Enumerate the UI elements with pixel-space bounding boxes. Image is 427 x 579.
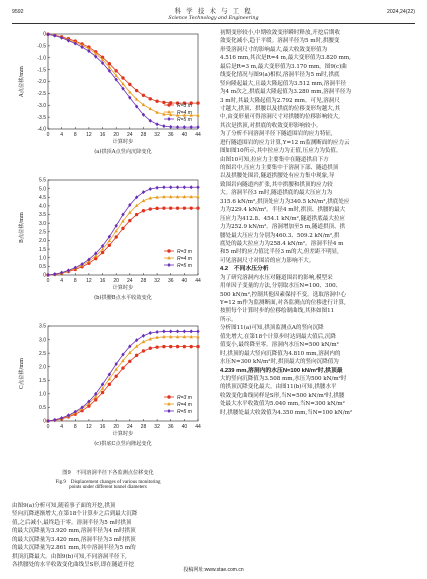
chart-b-xtick-label: 8	[73, 278, 77, 284]
chart-c-data-point	[128, 360, 131, 363]
chart-a-data-point	[155, 122, 158, 126]
chart-c-xtick-label: 24	[127, 424, 133, 430]
text-line: 按照每个计算时步的位移绘制曲线,其体如图11	[220, 308, 335, 315]
chart-c-ytick-label: 2.0	[39, 364, 46, 371]
chart-b-xtick-label: 36	[167, 278, 174, 284]
chart-a-ytick-label: -3.0	[37, 102, 46, 109]
chart-c-ytick-label: 3.0	[39, 337, 46, 344]
text-line: 的最大沉降量为2.861 mm,其中溶洞半径为5 m的	[12, 545, 136, 552]
text-line: 底处的最大拉应力为258.4 kN/m²。溶洞半径4 m	[220, 240, 344, 247]
journal-header	[0, 6, 427, 21]
chart-b-data-point	[149, 207, 152, 210]
chart-b-series-line-2	[48, 187, 198, 275]
text-line: 进行隧道围岩的应力计算,Y=12 m监测断面的应力云	[220, 139, 350, 146]
chart-c-data-point	[121, 366, 124, 369]
chart-a-ytick-label: -0.5	[37, 43, 46, 50]
text-line: 的拱顶沉降变化最大。由图11(b)可知,拱腰水平	[220, 384, 337, 391]
chart-b-data-point	[108, 244, 111, 247]
chart-a-data-point	[162, 124, 165, 128]
chart-c-data-point	[183, 329, 186, 333]
chart-b-ytick-label: 1.0	[39, 255, 46, 262]
chart-a-data-point	[189, 125, 192, 129]
chart-b-data-point	[196, 185, 199, 189]
chart-a-xtick-label: 32	[154, 132, 160, 138]
text-line: 的图岩中,压应力主要集中于溶洞下部、隧道拱顶	[220, 165, 339, 171]
chart-b-data-point	[176, 206, 179, 209]
chart-c-xtick-label: 12	[86, 424, 92, 430]
chart-b-data-point	[196, 206, 199, 209]
chart-c-data-point	[149, 347, 152, 350]
chart-c-series-line-0	[48, 347, 198, 421]
chart-c-data-point	[108, 383, 111, 386]
text-line: 值先增大,在第18个计算步时达到最大值后,沉降	[220, 333, 336, 340]
chart-b-ytick-label: 2.0	[39, 238, 46, 245]
chart-b-data-point	[183, 206, 186, 209]
text-line: 收敛变化曲线同样是S形,当N=500 kN/m²时,拱腰	[220, 392, 345, 399]
chart-c-data-point	[114, 375, 117, 378]
text-line: 分析图11(a)可知,拱顶监测点A的竖向沉降	[220, 325, 324, 332]
chart-a-legend-label: R=4 m	[177, 109, 192, 116]
chart-a-ytick-label: 0	[43, 31, 46, 38]
text-line: 竖向隆起最大,且最大隆起值为3.512 mm,溶洞半径	[220, 80, 346, 87]
chart-a-xtick-label: 36	[167, 132, 174, 138]
chart-c-ytick-label: 3.5	[39, 323, 46, 330]
chart-c-ytick-label: 1.0	[39, 391, 46, 398]
text-line: 中,由变形量可得溶洞尺寸对拱腰的位移影响较大,	[220, 114, 341, 121]
chart-a-ytick-label: -2.0	[37, 79, 46, 86]
chart-c-data-point	[135, 354, 138, 357]
chart-a-xtick-label: 40	[181, 132, 188, 138]
chart-b-ytick-label: 5.5	[39, 177, 46, 184]
chart-a-legend-marker	[167, 103, 170, 106]
text-line: 时,拱顶的最大竖向沉降值为4.810 mm,溶洞内的	[220, 350, 341, 357]
text-line: 所示。	[220, 316, 237, 323]
text-line: 水压N=300 kN/m²时,拱顶最大的竖向沉降值为	[220, 359, 339, 366]
text-line: 为了分析不同溶洞半径下隧道围岩的应力特征,	[220, 131, 333, 138]
chart-b-data-point	[169, 185, 172, 189]
text-line: 和5 m时的应力值比半径3 m的大,但差距不明显,	[220, 249, 339, 256]
chart-a-data-point	[108, 62, 111, 65]
chart-a-data-point	[196, 125, 199, 129]
chart-c-y-axis-label: C点位移/mm	[19, 357, 25, 390]
chart-b-series-line-0	[48, 208, 198, 275]
figure-caption-cn: 图9 不同溶洞半径下各监测点位移变化	[62, 470, 154, 476]
text-line: 用单因子变量的方法,分别取水压N=100、300、	[220, 283, 342, 290]
text-line: 压应力为412.8、454.1 kN/m²,隧道拱底最大拉应	[220, 215, 345, 222]
chart-c-legend-label: R=5 m	[177, 408, 192, 415]
text-line: 为了研究溶洞内水压对隧道围岩的影响,模型采	[220, 274, 333, 281]
chart-c-data-point	[176, 345, 179, 348]
chart-b-xtick-label: 32	[154, 278, 160, 284]
chart-b-subcaption: (b)拱腰B点水平收敛变化	[94, 295, 152, 301]
left-column-text	[12, 502, 210, 570]
text-line: 3 m时,其最大隆起值为2.792 mm。可见,溶洞尺	[220, 97, 340, 104]
chart-c-legend-label: R=3 m	[177, 394, 192, 401]
chart-a-data-point	[114, 69, 117, 72]
chart-c-x-axis-label: 计算时步	[112, 431, 134, 437]
chart-b-data-point	[142, 209, 145, 212]
chart-b-xtick-label: 20	[113, 278, 119, 284]
chart-c-plot-frame	[48, 326, 198, 421]
chart-b-xtick-label: 40	[181, 278, 188, 284]
chart-b-data-point	[149, 187, 152, 191]
chart-c-xtick-label: 0	[46, 424, 50, 430]
text-line: 初期变形较小,中期收敛变形瞬时释放,开挖后期收	[220, 30, 341, 36]
text-line: 拱顶沉降最大。由图9(b)可知,不同溶洞半径下,	[12, 553, 127, 560]
text-line: 的最大沉降量为3.920 mm,溶洞半径为4 m时拱顶	[12, 528, 136, 535]
figure-caption-en-line1: Fig.9 Displacement changes of various monitoring	[55, 480, 161, 485]
text-line: Y=12 m作为监测断面,对各监测点的位移进行计算,	[220, 300, 346, 306]
text-line: 敛变化减小,趋于平缓。溶洞半径为5 m时,拱腰变	[220, 38, 340, 45]
chart-b-ytick-label: 4.5	[39, 194, 46, 201]
chart-b-data-point	[101, 251, 104, 254]
chart-a-xtick-label: 4	[60, 132, 64, 138]
chart-c-data-point	[142, 349, 145, 352]
text-line: 时,拱腰处最大收敛值为4.350 mm,当N=100 kN/m²	[220, 409, 353, 416]
chart-b-data-point	[162, 185, 165, 189]
chart-c-data-point	[135, 344, 138, 347]
chart-a-legend-label: R=3 m	[177, 102, 192, 109]
chart-b-data-point	[169, 206, 172, 209]
chart-b-xtick-label: 24	[127, 278, 133, 284]
chart-b-ytick-label: 2.5	[39, 229, 46, 236]
chart-a-x-axis-label: 计算时步	[112, 139, 134, 145]
text-line: 4.516 mm,其次是R=4 m,最大变形值为3.820 mm,	[220, 55, 351, 62]
chart-c-xtick-label: 28	[140, 424, 147, 430]
text-line: 最后是R=3 m,最大变形值为3.170 mm。图9(c)曲	[220, 63, 347, 70]
chart-c-data-point	[155, 330, 158, 334]
chart-a-data-point	[162, 101, 165, 104]
text-line: 值变小,最终降至零。溶洞内水压N=500 kN/m²	[220, 342, 339, 349]
chart-c-xtick-label: 16	[99, 424, 106, 430]
chart-b-x-axis-label: 计算时步	[112, 285, 134, 291]
chart-c-data-point	[142, 334, 145, 338]
chart-b-xtick-label: 16	[99, 278, 106, 284]
chart-b-data-point	[162, 206, 165, 209]
chart-b-data-point	[135, 213, 138, 216]
chart-a-data-point	[135, 89, 138, 92]
chart-b-svg	[14, 172, 204, 306]
chart-b-data-point	[46, 273, 49, 277]
page-number: 9592	[12, 9, 24, 15]
footer-url: 投稿网址:www.stae.com.cn	[183, 567, 244, 573]
text-line: 大。溶洞半径3 m时,隧道拱底的最大压应力为	[220, 190, 333, 197]
chart-b-legend-marker	[167, 249, 170, 252]
chart-b-ytick-label: 3.0	[39, 220, 46, 227]
figure-caption-en-line2: points under different tunnel diameters	[69, 485, 147, 490]
chart-b-data-point	[189, 206, 192, 209]
chart-a-data-point	[183, 125, 186, 129]
chart-c-legend-marker	[167, 409, 170, 413]
chart-c-data-point	[155, 345, 158, 348]
chart-c-data-point	[189, 329, 192, 333]
chart-c-data-point	[196, 345, 199, 348]
text-line: 线变化情况与图9(a)相似,溶洞半径为5 m时,拱底	[220, 72, 340, 79]
chart-b-ytick-label: 3.5	[39, 212, 46, 219]
chart-b-data-point	[176, 185, 179, 189]
chart-a-series-line-2	[48, 34, 198, 127]
chart-c-ytick-label: 0	[43, 418, 46, 425]
text-line: 可见溶洞尺寸对围岩的应力影响不大。	[220, 257, 315, 264]
text-line: 力为252.9 kN/m²。溶洞增加至5 m,隧道拱顶、拱	[220, 224, 346, 231]
text-line: 各拱腰处的水平收敛变化曲线呈S形,即在隧道开挖	[12, 562, 135, 569]
chart-b-data-point	[189, 185, 192, 189]
journal-title-cn: 科 学 技 术 与 工 程	[174, 7, 253, 15]
chart-b-legend-label: R=3 m	[177, 248, 192, 255]
chart-c-data-point	[183, 345, 186, 348]
chart-b-legend-label: R=4 m	[177, 255, 192, 262]
chart-b-ytick-label: 1.5	[39, 246, 46, 253]
chart-c-series-line-1	[48, 337, 198, 421]
chart-b-data-point	[183, 185, 186, 189]
chart-a-legend-label: R=5 m	[177, 116, 192, 123]
text-line: 腰处最大压应力分别为460.3、509.2 kN/m²,拱	[220, 232, 340, 239]
chart-c-data-point	[169, 329, 172, 333]
chart-a-xtick-label: 24	[127, 132, 133, 138]
journal-title-en: Science Technology and Engineering	[168, 16, 259, 21]
text-line: 力为229.4 kN/m²。半径4 m时,拱顶、拱腰的最大	[220, 207, 346, 214]
header-rule	[12, 23, 415, 24]
chart-a-data-point	[155, 100, 158, 103]
chart-c-data-point	[162, 345, 165, 348]
text-line: 315.6 kN/m²,拱顶处应力为340.5 kN/m²,拱底处应	[220, 198, 350, 205]
chart-c-series-line-2	[48, 331, 198, 421]
chart-a-data-point	[196, 101, 199, 104]
issue-info: 2024,24(22)	[387, 9, 415, 15]
text-line: 致围岩向隧道内扩张,其中拱腰和拱顶的应力较	[220, 181, 333, 188]
chart-b-y-axis-label: B点位移/mm	[19, 212, 25, 243]
chart-b-ytick-label: 0	[43, 272, 46, 279]
chart-c-ytick-label: 0.5	[39, 405, 46, 412]
chart-a-data-point	[149, 97, 152, 100]
chart-a-subcaption: (a)拱顶A点竖向沉降变化	[94, 149, 152, 155]
chart-c-data-point	[149, 331, 152, 335]
chart-c-subcaption: (c)拱底C点竖向隆起变化	[94, 441, 152, 447]
chart-b-data-point	[114, 235, 117, 238]
chart-c-data-point	[87, 404, 90, 407]
text-line: 为4 m次之,拱底最大隆起值为3.280 mm,溶洞半径为	[220, 89, 351, 96]
text-line: 处最大水平收敛值为5.040 mm,当N=300 kN/m²	[220, 401, 345, 408]
chart-c-xtick-label: 36	[167, 424, 174, 430]
chart-b-xtick-label: 44	[195, 278, 201, 284]
text-line: 大的竖向沉降值为3.508 mm,水压为500 kN/m²时	[220, 375, 347, 382]
chart-c-ytick-label: 1.5	[39, 377, 46, 384]
text-line: 其次是拱顶,对拱底的收敛变形影响较小。	[220, 122, 322, 129]
text-line: 形受溶洞尺寸的影响最大,最大收敛变形值为	[220, 46, 328, 53]
chart-c-data-point	[189, 345, 192, 348]
chart-a-ytick-label: -1.5	[37, 67, 46, 74]
text-line: 寸越大,拱顶、拱腰以及拱底的位移变形均越大,其	[220, 105, 341, 112]
chart-a-xtick-label: 44	[195, 132, 201, 138]
text-line: 的最大沉降量为3.420 mm,溶洞半径为3 m时拱顶	[12, 536, 136, 543]
section-heading: 4.239 mm,溶洞内的水压N=100 kN/m²时,拱顶最	[220, 367, 343, 374]
chart-a-data-point	[176, 125, 179, 129]
text-line: 由图10可知,拉应力主要集中在隧道拱肩下方	[220, 156, 329, 163]
chart-a-xtick-label: 20	[113, 132, 119, 138]
chart-a-ytick-label: -2.5	[37, 91, 46, 98]
chart-a-ytick-label: -1.0	[37, 55, 46, 62]
chart-c-data-point	[162, 329, 165, 333]
chart-b-series-line-1	[48, 197, 198, 275]
chart-a-xtick-label: 16	[99, 132, 106, 138]
chart-b-xtick-label: 0	[46, 278, 50, 284]
chart-a-xtick-label: 12	[86, 132, 92, 138]
chart-a-y-axis-label: A点位移/mm	[19, 66, 25, 97]
chart-b-data-point	[155, 186, 158, 190]
chart-c-data-point	[46, 419, 49, 423]
chart-c-data-point	[101, 391, 104, 394]
chart-a-ytick-label: -4.0	[37, 126, 46, 133]
chart-a-svg	[14, 26, 204, 160]
chart-b-xtick-label: 4	[60, 278, 64, 284]
chart-b-xtick-label: 28	[140, 278, 147, 284]
chart-b-ytick-label: 5.0	[39, 186, 46, 193]
chart-c-xtick-label: 32	[154, 424, 160, 430]
text-line: 500 kN/m²,控制其他因素保持不变。选取溶洞中心	[220, 291, 346, 298]
text-line: 以及拱腰处围岩,隧道拱腰处有应力集中现象,导	[220, 173, 335, 180]
chart-b-data-point	[121, 227, 124, 230]
text-line: 由图9(a)分析可知,随着事子面的开挖,拱顶	[12, 503, 116, 509]
chart-panel-a	[14, 26, 204, 160]
chart-a-data-point	[128, 83, 131, 86]
text-line: 图如图10所示,其中拉应力为正值,压应力为负值。	[220, 148, 342, 155]
text-line: 值,之后减小,最终趋于零。溶洞半径为5 m时拱顶	[12, 519, 132, 526]
chart-c-legend-label: R=4 m	[177, 401, 192, 408]
chart-a-data-point	[142, 103, 145, 106]
chart-a-data-point	[121, 76, 124, 79]
chart-panel-c	[14, 318, 204, 452]
chart-c-xtick-label: 44	[195, 424, 201, 430]
chart-a-data-point	[169, 125, 172, 129]
chart-a-series-line-0	[48, 34, 198, 103]
chart-b-data-point	[128, 219, 131, 222]
chart-panel-b	[14, 172, 204, 306]
chart-c-xtick-label: 8	[73, 424, 77, 430]
chart-a-legend-marker	[167, 117, 170, 121]
chart-c-xtick-label: 20	[113, 424, 119, 430]
text-line: 竖向沉降逐渐增大,在第18个计算步之后到最大沉降	[12, 511, 138, 518]
chart-a-xtick-label: 0	[46, 132, 50, 138]
chart-b-legend-label: R=5 m	[177, 262, 192, 269]
chart-b-data-point	[155, 207, 158, 210]
chart-a-xtick-label: 28	[140, 132, 147, 138]
chart-a-data-point	[142, 94, 145, 97]
chart-b-ytick-label: 0.5	[39, 264, 46, 271]
chart-c-xtick-label: 40	[181, 424, 188, 430]
section-heading: 4.2 不同水压分析	[220, 266, 269, 273]
chart-c-legend-marker	[167, 395, 170, 398]
chart-c-data-point	[196, 329, 199, 333]
chart-b-data-point	[135, 204, 138, 207]
chart-c-ytick-label: 2.5	[39, 350, 46, 357]
chart-c-svg	[14, 318, 204, 452]
chart-c-data-point	[94, 398, 97, 401]
chart-b-legend-marker	[167, 263, 170, 267]
chart-a-xtick-label: 8	[73, 132, 77, 138]
chart-b-ytick-label: 4.0	[39, 203, 46, 210]
right-column-text	[220, 29, 418, 417]
chart-c-xtick-label: 4	[60, 424, 64, 430]
chart-c-data-point	[176, 329, 179, 333]
chart-c-data-point	[169, 345, 172, 348]
chart-a-ytick-label: -3.5	[37, 114, 46, 121]
chart-b-xtick-label: 12	[86, 278, 92, 284]
